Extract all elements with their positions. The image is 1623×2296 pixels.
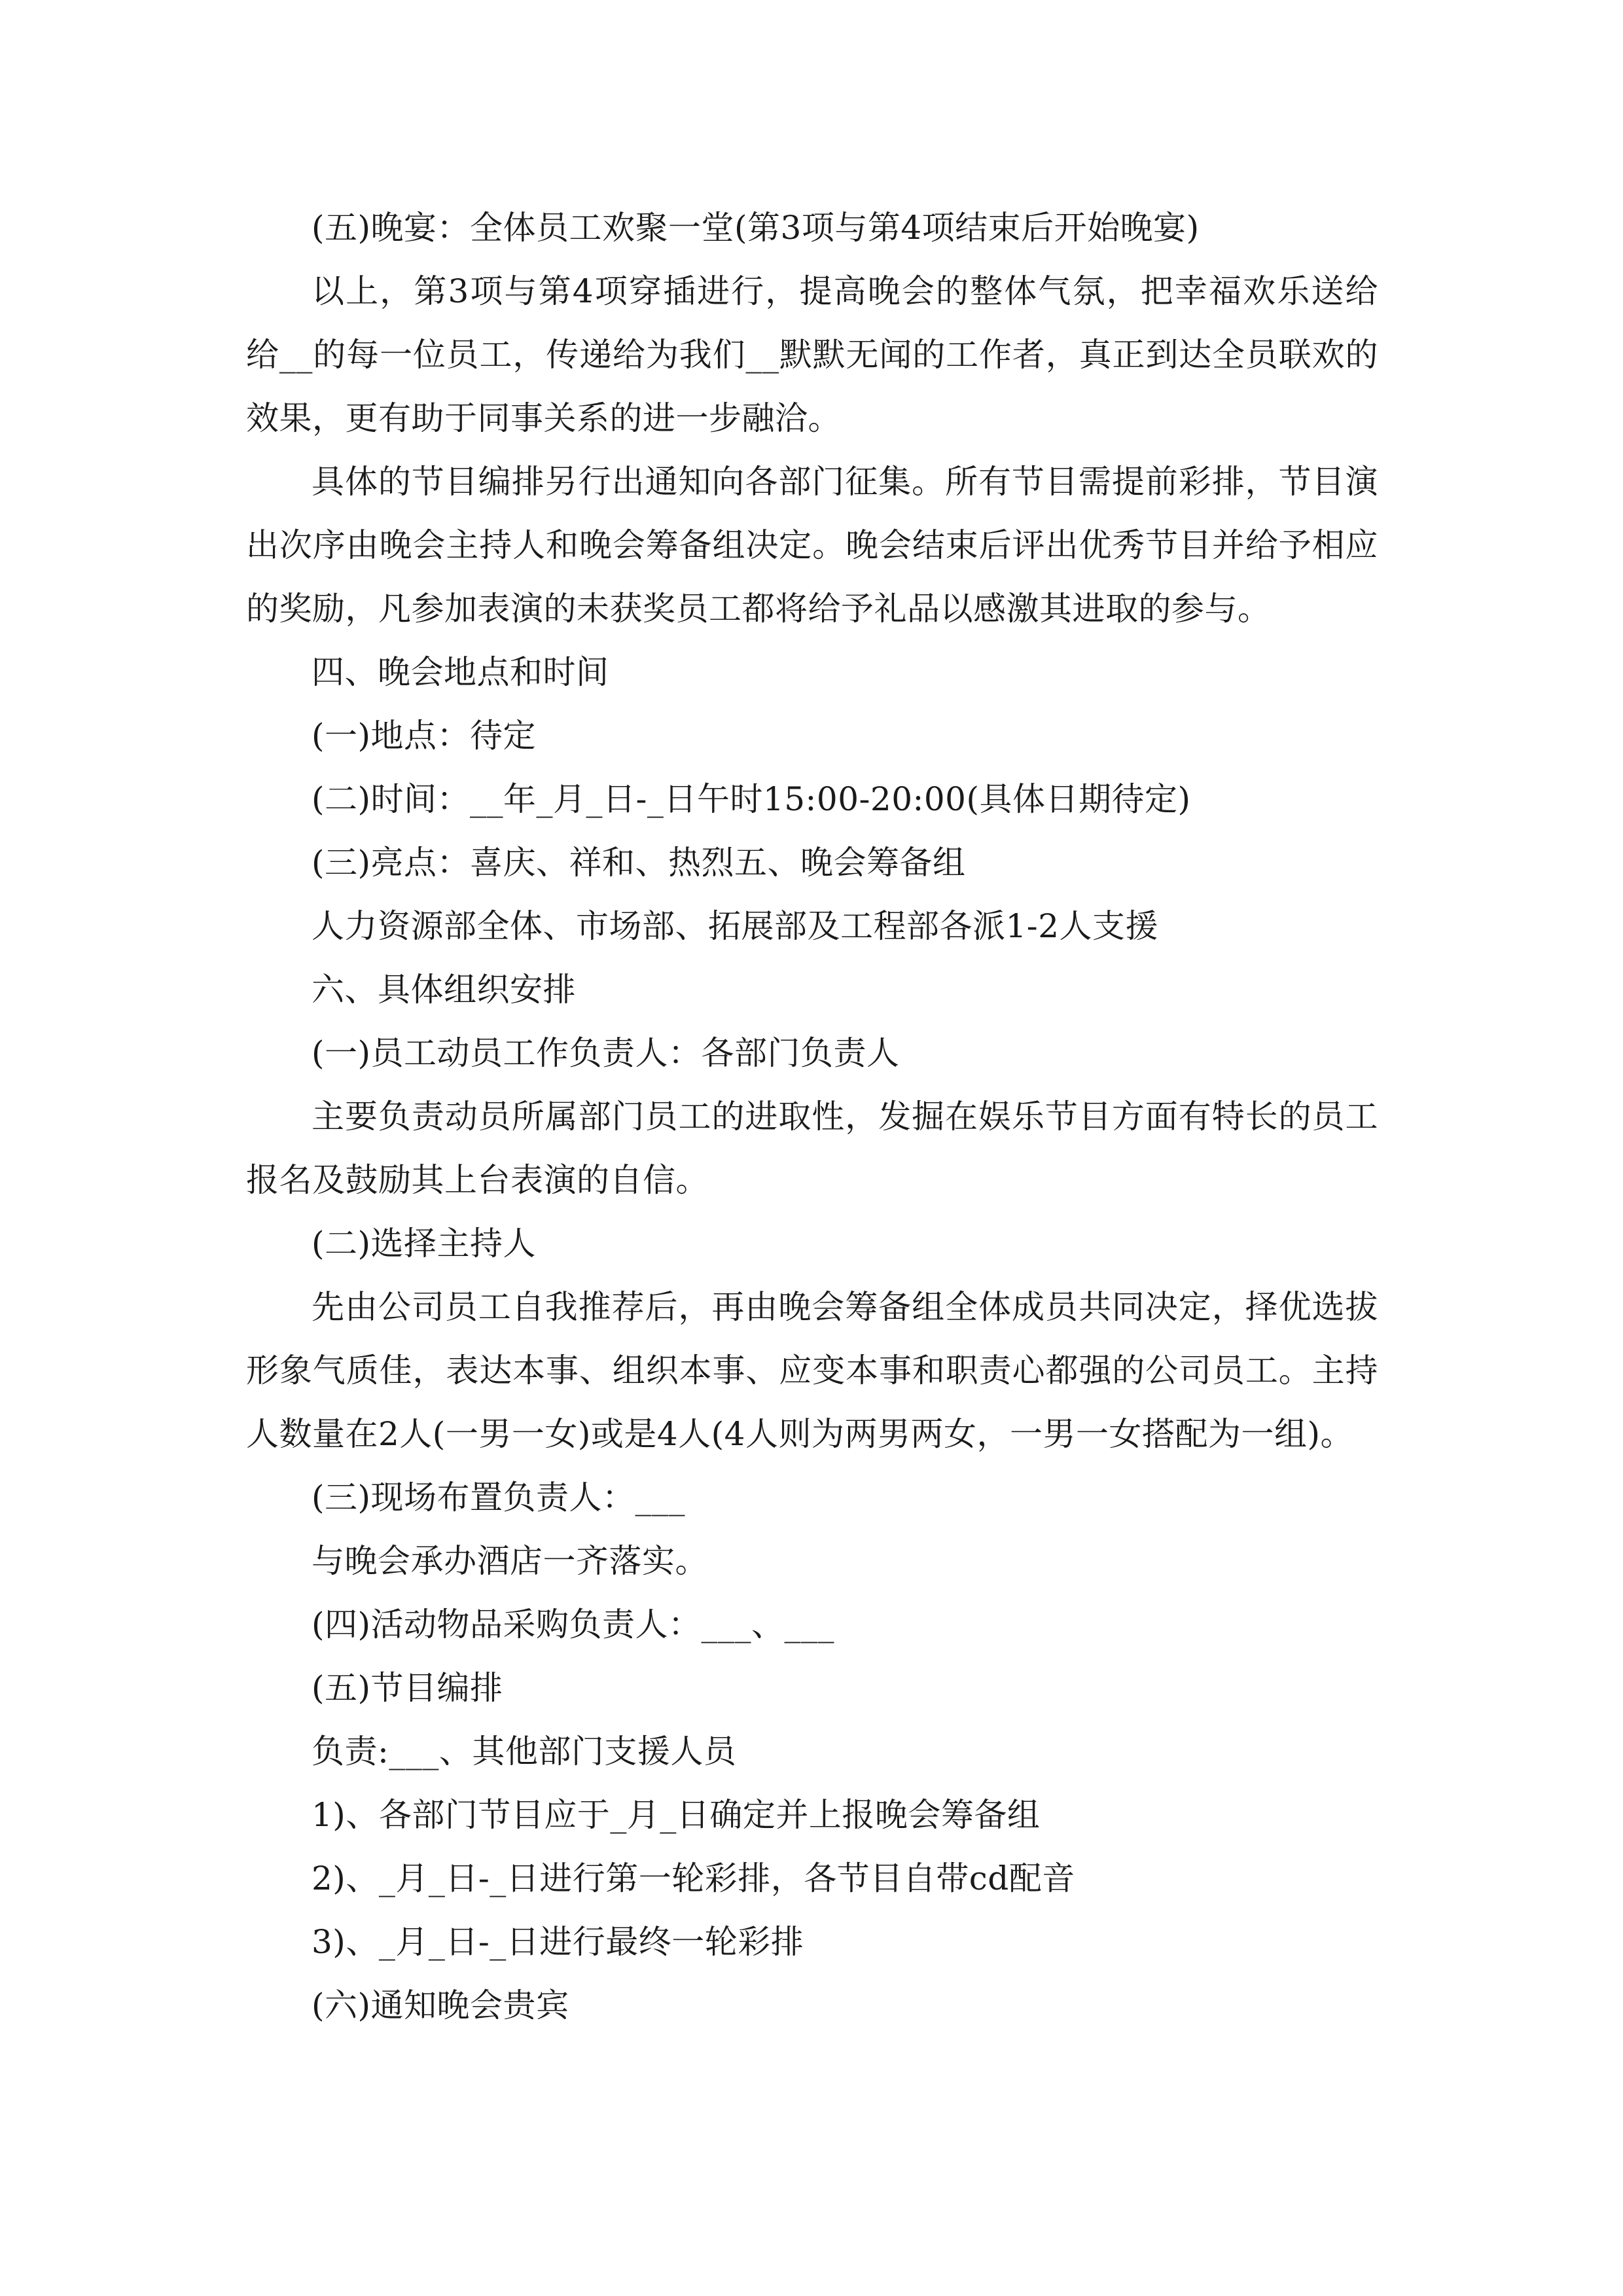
document-body <box>246 196 1378 2037</box>
list-item-step-1: 1)、各部门节目应于_月_日确定并上报晚会筹备组 <box>312 1796 1041 1834</box>
paragraph-highlights: (三)亮点：喜庆、祥和、热烈五、晚会筹备组 <box>312 844 966 882</box>
paragraph-venue-setup-detail: 与晚会承办酒店一齐落实。 <box>312 1542 708 1580</box>
paragraph-venue: (一)地点：待定 <box>312 717 537 755</box>
paragraph-time: (二)时间：__年_月_日-_日午时15:00-20:00(具体日期待定) <box>312 780 1191 818</box>
list-item-step-3: 3)、_月_日-_日进行最终一轮彩排 <box>312 1923 804 1961</box>
section-heading-organization: 六、具体组织安排 <box>312 971 576 1009</box>
paragraph-host-criteria: 先由公司员工自我推荐后，再由晚会筹备组全体成员共同决定，择优选拔形象气质佳，表达本事、组织本事、应变本事和职责心都强的公司员工。主持人数量在2人(一男一女)或是4人(4人则为两男两女，一男一女搭配为一组)。 <box>246 1288 1378 1453</box>
paragraph-staffing: 人力资源部全体、市场部、拓展部及工程部各派1-2人支援 <box>312 907 1159 945</box>
paragraph-mobilization-duties: 主要负责动员所属部门员工的进取性，发掘在娱乐节目方面有特长的员工报名及鼓励其上台表演的自信。 <box>246 1098 1378 1199</box>
paragraph-venue-setup-lead: (三)现场布置负责人：___ <box>312 1479 686 1516</box>
paragraph-mobilization-lead: (一)员工动员工作负责人：各部门负责人 <box>312 1034 900 1072</box>
list-item-step-2: 2)、_月_日-_日进行第一轮彩排，各节目自带cd配音 <box>312 1859 1075 1897</box>
paragraph-host-selection: (二)选择主持人 <box>312 1225 537 1263</box>
paragraph-program-arrangement: 具体的节目编排另行出通知向各部门征集。所有节目需提前彩排，节目演出次序由晚会主持人和晚会筹备组决定。晚会结束后评出优秀节目并给予相应的奖励，凡参加表演的未获奖员工都将给予礼品以感激其进取的参与。 <box>246 463 1378 628</box>
section-heading-venue-time: 四、晚会地点和时间 <box>312 653 609 691</box>
paragraph-notify-guests: (六)通知晚会贵宾 <box>312 1986 569 2024</box>
paragraph-interleave: 以上，第3项与第4项穿插进行，提高晚会的整体气氛，把幸福欢乐送给给__的每一位员工，传递给为我们__默默无闻的工作者，真正到达全员联欢的效果，更有助于同事关系的进一步融洽。 <box>246 272 1378 437</box>
paragraph-program-responsible: 负责:___、其他部门支援人员 <box>312 1732 737 1770</box>
paragraph-purchasing-lead: (四)活动物品采购负责人：___、___ <box>312 1605 835 1643</box>
paragraph-program-editing: (五)节目编排 <box>312 1669 503 1707</box>
paragraph-banquet: (五)晚宴：全体员工欢聚一堂(第3项与第4项结束后开始晚宴) <box>312 209 1200 247</box>
